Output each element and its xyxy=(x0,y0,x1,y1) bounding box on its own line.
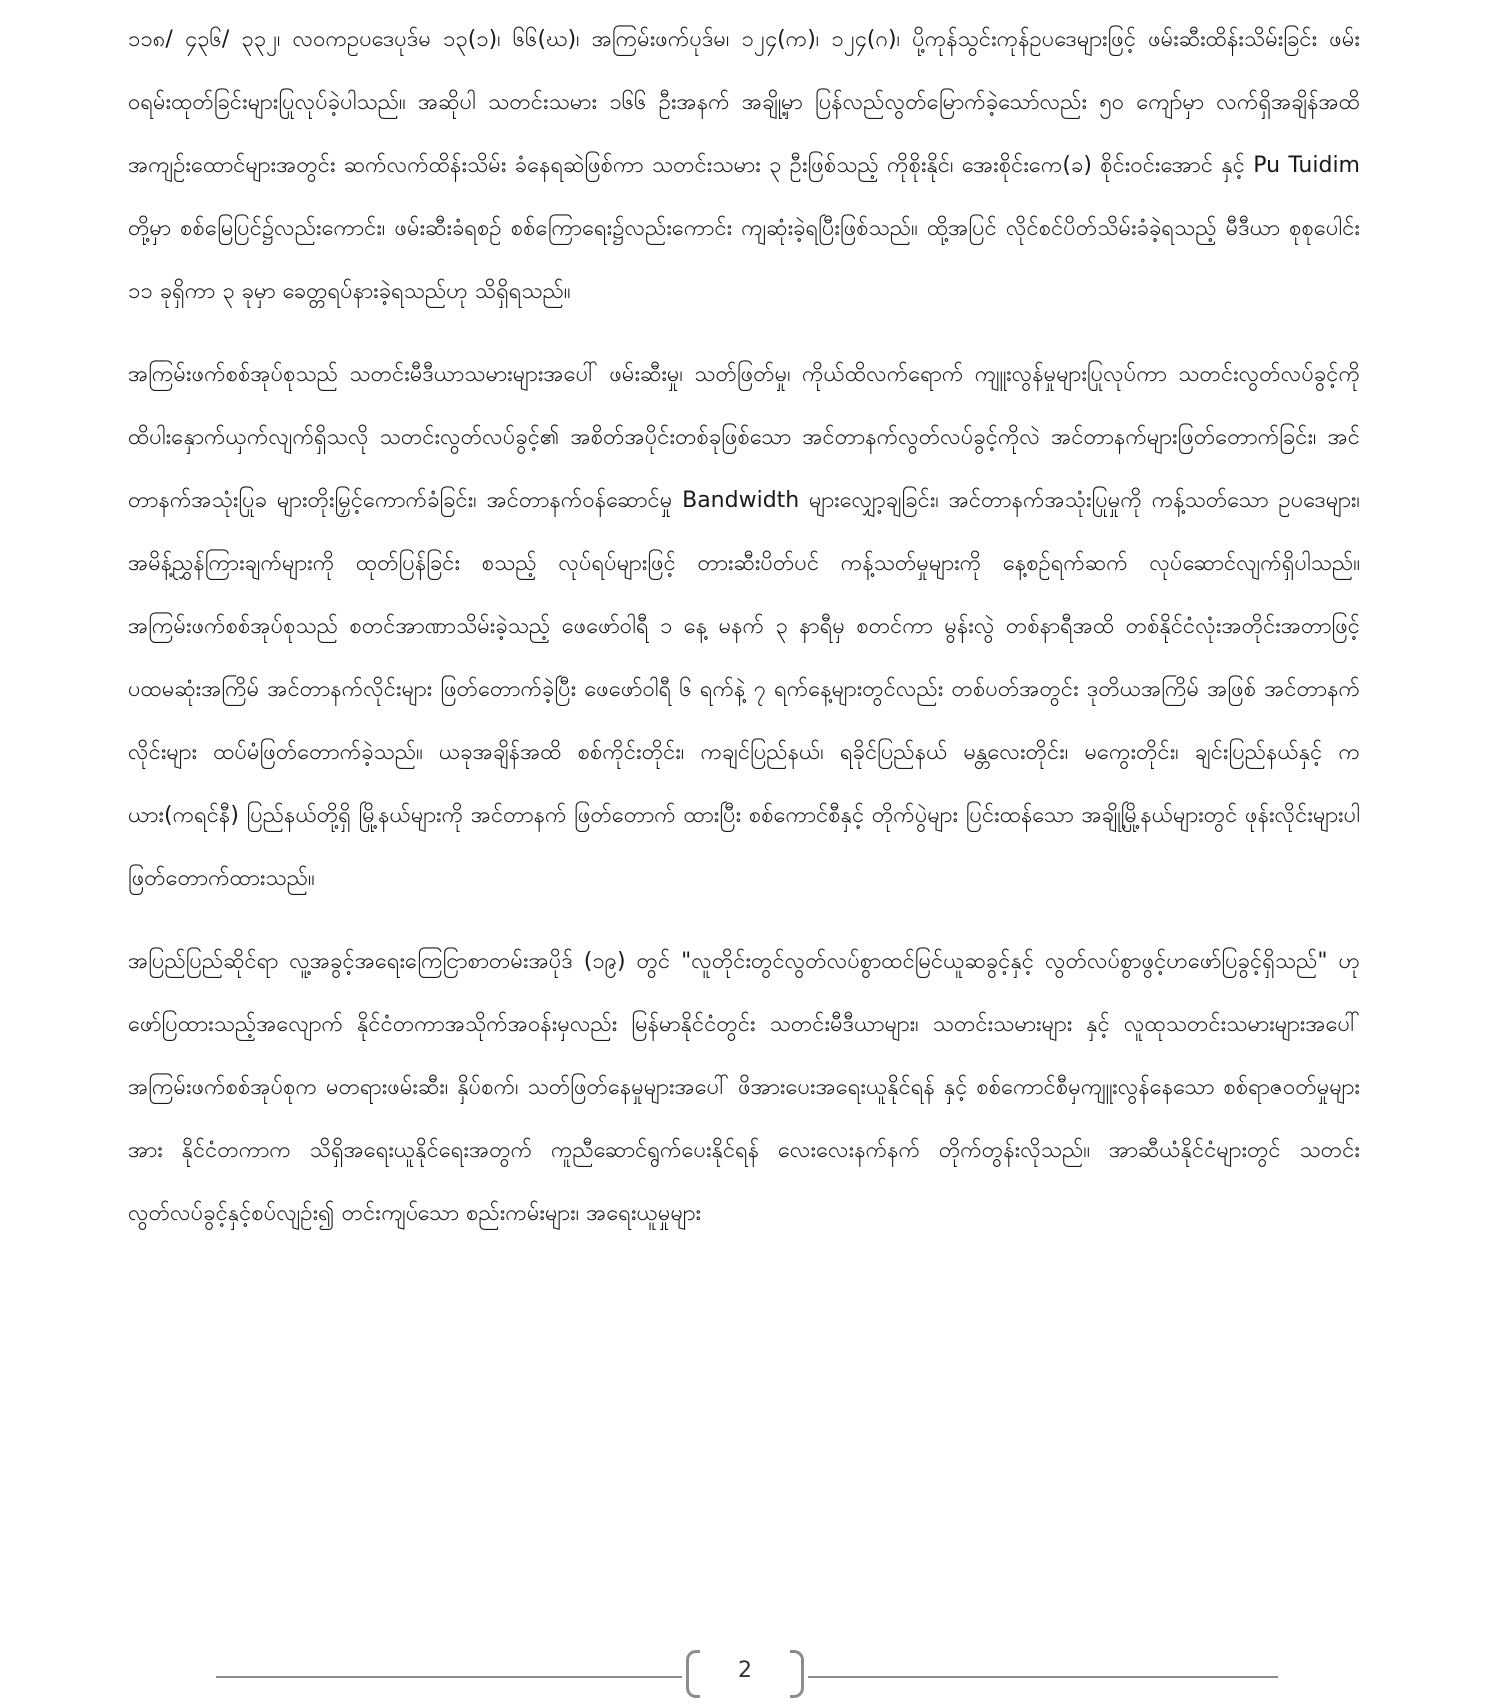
footer-rule-right xyxy=(808,1676,1278,1678)
page-footer xyxy=(0,1646,1487,1706)
left-bracket-icon xyxy=(686,1650,700,1698)
document-body xyxy=(128,8,1360,1265)
paragraph-3: အပြည်ပြည်ဆိုင်ရာ လူ့အခွင့်အရေးကြေငြာစာတမ်းအပိုဒ် (၁၉) တွင် "လူတိုင်းတွင်လွတ်လပ်စွာထင်မြင်ယူဆခွင့်နှင့် လွတ်လပ်စွာဖွင့်ဟဖော်ပြခွင့်ရှိသည်" ဟု ဖော်ပြထားသည့်အလျောက် နိုင်ငံတကာအသိုက်အဝန်းမှလည်း မြန်မာနိုင်ငံတွင်း သတင်းမီဒီယာများ၊ သတင်းသမားများ နှင့် လူထုသတင်းသမားများအပေါ် အကြမ်းဖက်စစ်အုပ်စုက မတရားဖမ်းဆီး၊ နှိပ်စက်၊ သတ်ဖြတ်နေမှုများအပေါ် ဖိအားပေးအရေးယူနိုင်ရန် နှင့် စစ်ကောင်စီမှကျူးလွန်နေသော စစ်ရာဇဝတ်မှုများအား နိုင်ငံတကာက သိရှိအရေးယူနိုင်ရေးအတွက် ကူညီဆောင်ရွက်ပေးနိုင်ရန် လေးလေးနက်နက် တိုက်တွန်းလိုသည်။ အာဆီယံနိုင်ငံများတွင် သတင်းလွတ်လပ်ခွင့်နှင့်စပ်လျဉ်း၍ တင်းကျပ်သော စည်းကမ်းများ၊ အရေးယူမှုများ xyxy=(128,949,1360,1226)
paragraph-1: ၁၁၈/ ၄၃၆/ ၃၃၂၊ လဝကဥပဒေပုဒ်မ ၁၃(၁)၊ ၆၆(ဃ)၊ အကြမ်းဖက်ပုဒ်မ၊ ၁၂၄(က)၊ ၁၂၄(ဂ)၊ ပို့ကုန်သွင်းကုန်ဥပဒေများဖြင့် ဖမ်းဆီးထိန်းသိမ်းခြင်း ဖမ်းဝရမ်းထုတ်ခြင်းများပြုလုပ်ခဲ့ပါသည်။ အဆိုပါ သတင်းသမား ၁၆၆ ဦးအနက် အချို့မှာ ပြန်လည်လွတ်မြောက်ခဲ့သော်လည်း ၅၀ ကျော်မှာ လက်ရှိအချိန်အထိ အကျဉ်းထောင်များအတွင်း ဆက်လက်ထိန်းသိမ်း ခံနေရဆဲဖြစ်ကာ သတင်းသမား ၃ ဦးဖြစ်သည့် ကိုစိုးနိုင်၊ အေးစိုင်းကေ(ခ) စိုင်းဝင်းအောင် နှင့် Pu Tuidim တို့မှာ စစ်မြေပြင်၌လည်းကောင်း၊ ဖမ်းဆီးခံရစဉ် စစ်ကြောရေး၌လည်းကောင်း ကျဆုံးခဲ့ရပြီးဖြစ်သည်။ ထို့အပြင် လိုင်စင်ပိတ်သိမ်းခံခဲ့ရသည့် မီဒီယာ စုစုပေါင်း ၁၁ ခုရှိကာ ၃ ခုမှာ ခေတ္တရပ်နားခဲ့ရသည်ဟု သိရှိရသည်။ xyxy=(128,27,1360,304)
right-bracket-icon xyxy=(790,1650,804,1698)
page-number: 2 xyxy=(738,1658,752,1683)
paragraph-2: အကြမ်းဖက်စစ်အုပ်စုသည် သတင်းမီဒီယာသမားများအပေါ် ဖမ်းဆီးမှု၊ သတ်ဖြတ်မှု၊ ကိုယ်ထိလက်ရောက် ကျူးလွန်မှုများပြုလုပ်ကာ သတင်းလွတ်လပ်ခွင့်ကို ထိပါးနှောက်ယှက်လျက်ရှိသလို သတင်းလွတ်လပ်ခွင့်၏ အစိတ်အပိုင်းတစ်ခုဖြစ်သော အင်တာနက်လွတ်လပ်ခွင့်ကိုလဲ အင်တာနက်များဖြတ်တောက်ခြင်း၊ အင်တာနက်အသုံးပြုခ များတိုးမြှင့်ကောက်ခံခြင်း၊ အင်တာနက်ဝန်ဆောင်မှု Bandwidth များလျှော့ချခြင်း၊ အင်တာနက်အသုံးပြုမှုကို ကန့်သတ်သော ဥပဒေများ၊ အမိန့်ညွှန်ကြားချက်များကို ထုတ်ပြန်ခြင်း စသည့် လုပ်ရပ်များဖြင့် တားဆီးပိတ်ပင် ကန့်သတ်မှုများကို နေ့စဉ်ရက်ဆက် လုပ်ဆောင်လျက်ရှိပါသည်။ အကြမ်းဖက်စစ်အုပ်စုသည် စတင်အာဏာသိမ်းခဲ့သည့် ဖေဖော်ဝါရီ ၁ နေ့ မနက် ၃ နာရီမှ စတင်ကာ မွန်းလွဲ တစ်နာရီအထိ တစ်နိုင်ငံလုံးအတိုင်းအတာဖြင့် ပထမဆုံးအကြိမ် အင်တာနက်လိုင်းများ ဖြတ်တောက်ခဲ့ပြီး ဖေဖော်ဝါရီ ၆ ရက်နဲ့ ၇ ရက်နေ့များတွင်လည်း တစ်ပတ်အတွင်း ဒုတိယအကြိမ် အဖြစ် အင်တာနက်လိုင်းများ ထပ်မံဖြတ်တောက်ခဲ့သည်။ ယခုအချိန်အထိ စစ်ကိုင်းတိုင်း၊ ကချင်ပြည်နယ်၊ ရခိုင်ပြည်နယ် မန္တလေးတိုင်း၊ မကွေးတိုင်း၊ ချင်းပြည်နယ်နှင့် ကယား(ကရင်နီ) ပြည်နယ်တို့ရှိ မြို့နယ်များကို အင်တာနက် ဖြတ်တောက် ထားပြီး စစ်ကောင်စီနှင့် တိုက်ပွဲများ ပြင်းထန်သော အချို့မြို့နယ်များတွင် ဖုန်းလိုင်းများပါ ဖြတ်တောက်ထားသည်။ xyxy=(128,362,1360,891)
footer-rule-left xyxy=(216,1676,682,1678)
